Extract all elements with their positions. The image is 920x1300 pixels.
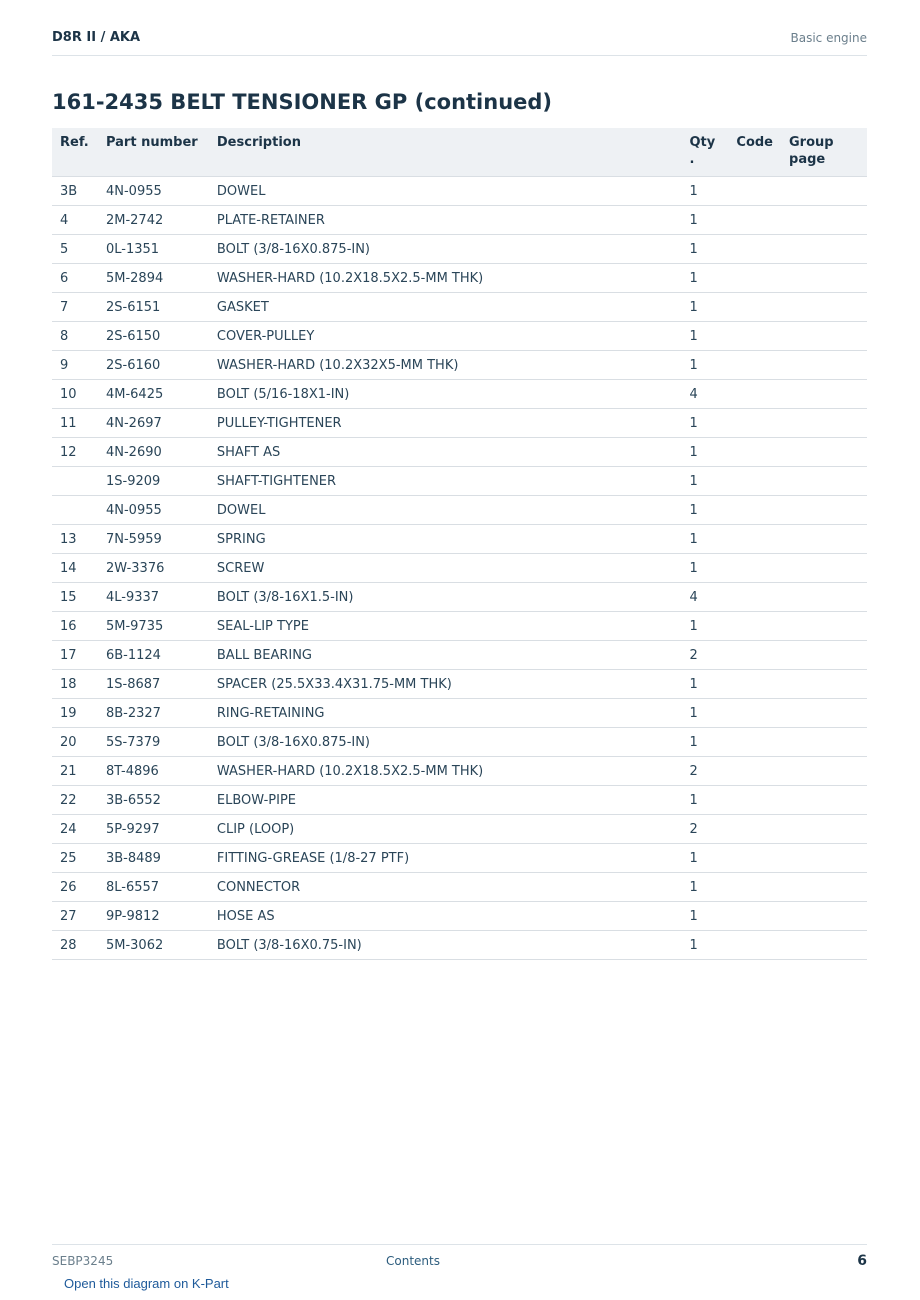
cell-group-page — [781, 931, 867, 960]
cell-qty: 1 — [681, 902, 728, 931]
table-row — [52, 380, 867, 409]
table-header-row — [52, 128, 867, 177]
cell-group-page — [781, 641, 867, 670]
cell-group-page — [781, 438, 867, 467]
table-row — [52, 525, 867, 554]
cell-group-page — [781, 786, 867, 815]
table-row — [52, 612, 867, 641]
cell-qty: 1 — [681, 844, 728, 873]
cell-ref: 6 — [52, 264, 98, 293]
table-row — [52, 322, 867, 351]
table-row — [52, 409, 867, 438]
table-row — [52, 757, 867, 786]
table-row — [52, 496, 867, 525]
cell-description: PULLEY-TIGHTENER — [209, 409, 682, 438]
cell-description: BOLT (3/8-16X0.875-IN) — [209, 235, 682, 264]
cell-ref: 17 — [52, 641, 98, 670]
cell-qty: 1 — [681, 786, 728, 815]
cell-part-number: 7N-5959 — [98, 525, 209, 554]
cell-code — [728, 525, 781, 554]
cell-code — [728, 728, 781, 757]
cell-qty: 1 — [681, 467, 728, 496]
cell-part-number: 5P-9297 — [98, 815, 209, 844]
table-row — [52, 467, 867, 496]
cell-code — [728, 264, 781, 293]
table-row — [52, 786, 867, 815]
cell-description: PLATE-RETAINER — [209, 206, 682, 235]
page-number: 6 — [857, 1253, 867, 1269]
cell-group-page — [781, 264, 867, 293]
cell-ref: 9 — [52, 351, 98, 380]
cell-part-number: 4L-9337 — [98, 583, 209, 612]
table-row — [52, 438, 867, 467]
cell-group-page — [781, 612, 867, 641]
cell-code — [728, 873, 781, 902]
col-header-code: Code — [728, 128, 781, 177]
cell-qty: 1 — [681, 699, 728, 728]
cell-group-page — [781, 409, 867, 438]
cell-code — [728, 786, 781, 815]
cell-code — [728, 554, 781, 583]
cell-ref: 10 — [52, 380, 98, 409]
cell-group-page — [781, 902, 867, 931]
cell-qty: 1 — [681, 438, 728, 467]
cell-part-number: 2S-6150 — [98, 322, 209, 351]
cell-qty: 4 — [681, 380, 728, 409]
cell-qty: 1 — [681, 496, 728, 525]
cell-part-number: 2W-3376 — [98, 554, 209, 583]
cell-code — [728, 612, 781, 641]
cell-part-number: 0L-1351 — [98, 235, 209, 264]
cell-ref: 28 — [52, 931, 98, 960]
cell-part-number: 2S-6160 — [98, 351, 209, 380]
cell-qty: 1 — [681, 409, 728, 438]
cell-description: BOLT (5/16-18X1-IN) — [209, 380, 682, 409]
table-row — [52, 583, 867, 612]
cell-group-page — [781, 525, 867, 554]
table-row — [52, 699, 867, 728]
cell-code — [728, 699, 781, 728]
document-id: SEBP3245 — [52, 1254, 114, 1268]
cell-group-page — [781, 728, 867, 757]
parts-table-body — [52, 177, 867, 960]
cell-ref — [52, 496, 98, 525]
title-continued: (continued) — [407, 90, 553, 114]
cell-group-page — [781, 322, 867, 351]
cell-description: BOLT (3/8-16X1.5-IN) — [209, 583, 682, 612]
cell-description: WASHER-HARD (10.2X18.5X2.5-MM THK) — [209, 757, 682, 786]
cell-code — [728, 438, 781, 467]
cell-code — [728, 844, 781, 873]
cell-qty: 4 — [681, 583, 728, 612]
cell-ref: 15 — [52, 583, 98, 612]
table-row — [52, 815, 867, 844]
cell-ref: 8 — [52, 322, 98, 351]
cell-part-number: 4M-6425 — [98, 380, 209, 409]
cell-description: DOWEL — [209, 177, 682, 206]
cell-ref: 22 — [52, 786, 98, 815]
table-row — [52, 351, 867, 380]
cell-group-page — [781, 583, 867, 612]
cell-qty: 1 — [681, 206, 728, 235]
cell-part-number: 4N-0955 — [98, 496, 209, 525]
cell-group-page — [781, 554, 867, 583]
cell-qty: 1 — [681, 873, 728, 902]
cell-description: RING-RETAINING — [209, 699, 682, 728]
cell-code — [728, 293, 781, 322]
table-row — [52, 902, 867, 931]
cell-group-page — [781, 496, 867, 525]
cell-description: SHAFT-TIGHTENER — [209, 467, 682, 496]
cell-ref: 12 — [52, 438, 98, 467]
section-name: Basic engine — [790, 31, 867, 45]
cell-group-page — [781, 177, 867, 206]
cell-description: SCREW — [209, 554, 682, 583]
cell-code — [728, 815, 781, 844]
cell-description: FITTING-GREASE (1/8-27 PTF) — [209, 844, 682, 873]
cell-ref: 11 — [52, 409, 98, 438]
cell-ref: 14 — [52, 554, 98, 583]
cell-qty: 2 — [681, 815, 728, 844]
cell-part-number: 8B-2327 — [98, 699, 209, 728]
cell-group-page — [781, 815, 867, 844]
cell-description: WASHER-HARD (10.2X32X5-MM THK) — [209, 351, 682, 380]
cell-code — [728, 931, 781, 960]
cell-description: ELBOW-PIPE — [209, 786, 682, 815]
cell-qty: 1 — [681, 351, 728, 380]
cell-part-number: 9P-9812 — [98, 902, 209, 931]
cell-code — [728, 757, 781, 786]
cell-part-number: 5S-7379 — [98, 728, 209, 757]
table-row — [52, 206, 867, 235]
table-row — [52, 264, 867, 293]
table-row — [52, 931, 867, 960]
title-part-group: 161-2435 BELT TENSIONER GP — [52, 90, 408, 114]
col-header-group-page: Group page — [781, 128, 867, 177]
cell-description: BOLT (3/8-16X0.875-IN) — [209, 728, 682, 757]
cell-description: SHAFT AS — [209, 438, 682, 467]
cell-part-number: 8L-6557 — [98, 873, 209, 902]
cell-description: WASHER-HARD (10.2X18.5X2.5-MM THK) — [209, 264, 682, 293]
cell-part-number: 2S-6151 — [98, 293, 209, 322]
cell-ref: 5 — [52, 235, 98, 264]
cell-code — [728, 670, 781, 699]
cell-ref: 26 — [52, 873, 98, 902]
cell-group-page — [781, 844, 867, 873]
cell-qty: 1 — [681, 728, 728, 757]
cell-code — [728, 177, 781, 206]
cell-part-number: 5M-2894 — [98, 264, 209, 293]
cell-description: CLIP (LOOP) — [209, 815, 682, 844]
cell-qty: 1 — [681, 931, 728, 960]
cell-ref: 24 — [52, 815, 98, 844]
cell-ref: 13 — [52, 525, 98, 554]
cell-qty: 1 — [681, 670, 728, 699]
cell-qty: 1 — [681, 293, 728, 322]
cell-qty: 1 — [681, 612, 728, 641]
cell-qty: 1 — [681, 525, 728, 554]
cell-ref — [52, 467, 98, 496]
cell-ref: 16 — [52, 612, 98, 641]
col-header-ref: Ref. — [52, 128, 98, 177]
cell-qty: 2 — [681, 757, 728, 786]
table-row — [52, 873, 867, 902]
cell-ref: 3B — [52, 177, 98, 206]
cell-description: GASKET — [209, 293, 682, 322]
cell-qty: 1 — [681, 177, 728, 206]
cell-code — [728, 641, 781, 670]
cell-group-page — [781, 467, 867, 496]
cell-description: DOWEL — [209, 496, 682, 525]
cell-description: BALL BEARING — [209, 641, 682, 670]
cell-group-page — [781, 293, 867, 322]
cell-code — [728, 496, 781, 525]
cell-ref: 18 — [52, 670, 98, 699]
cell-part-number: 2M-2742 — [98, 206, 209, 235]
cell-group-page — [781, 235, 867, 264]
cell-part-number: 5M-9735 — [98, 612, 209, 641]
cell-part-number: 1S-9209 — [98, 467, 209, 496]
cell-code — [728, 467, 781, 496]
cell-part-number: 5M-3062 — [98, 931, 209, 960]
table-row — [52, 554, 867, 583]
cell-group-page — [781, 380, 867, 409]
cell-ref: 27 — [52, 902, 98, 931]
cell-code — [728, 583, 781, 612]
cell-part-number: 8T-4896 — [98, 757, 209, 786]
cell-ref: 20 — [52, 728, 98, 757]
contents-link[interactable]: Contents — [386, 1254, 440, 1268]
cell-code — [728, 206, 781, 235]
page-title — [52, 90, 552, 114]
cell-description: CONNECTOR — [209, 873, 682, 902]
cell-description: SEAL-LIP TYPE — [209, 612, 682, 641]
table-row — [52, 293, 867, 322]
col-header-description: Description — [209, 128, 682, 177]
cell-part-number: 4N-2690 — [98, 438, 209, 467]
col-header-part-number: Part number — [98, 128, 209, 177]
cell-code — [728, 380, 781, 409]
cell-qty: 2 — [681, 641, 728, 670]
col-header-qty: Qty . — [681, 128, 728, 177]
cell-description: BOLT (3/8-16X0.75-IN) — [209, 931, 682, 960]
cell-ref: 21 — [52, 757, 98, 786]
cell-group-page — [781, 873, 867, 902]
cell-part-number: 3B-6552 — [98, 786, 209, 815]
cell-group-page — [781, 757, 867, 786]
table-row — [52, 177, 867, 206]
cell-description: HOSE AS — [209, 902, 682, 931]
model-breadcrumb: D8R II / AKA — [52, 30, 141, 45]
cell-part-number: 6B-1124 — [98, 641, 209, 670]
table-row — [52, 670, 867, 699]
cell-code — [728, 235, 781, 264]
table-row — [52, 728, 867, 757]
cell-description: SPRING — [209, 525, 682, 554]
cell-part-number: 3B-8489 — [98, 844, 209, 873]
cell-part-number: 4N-2697 — [98, 409, 209, 438]
cell-code — [728, 322, 781, 351]
table-row — [52, 235, 867, 264]
cell-description: COVER-PULLEY — [209, 322, 682, 351]
table-row — [52, 641, 867, 670]
cell-group-page — [781, 699, 867, 728]
cell-description: SPACER (25.5X33.4X31.75-MM THK) — [209, 670, 682, 699]
cell-code — [728, 409, 781, 438]
cell-qty: 1 — [681, 554, 728, 583]
table-row — [52, 844, 867, 873]
cell-part-number: 4N-0955 — [98, 177, 209, 206]
page-header — [52, 28, 867, 56]
cell-group-page — [781, 206, 867, 235]
cell-qty: 1 — [681, 322, 728, 351]
cell-code — [728, 902, 781, 931]
cell-ref: 25 — [52, 844, 98, 873]
cell-ref: 19 — [52, 699, 98, 728]
cell-ref: 4 — [52, 206, 98, 235]
cell-qty: 1 — [681, 235, 728, 264]
cell-group-page — [781, 351, 867, 380]
cell-qty: 1 — [681, 264, 728, 293]
cell-part-number: 1S-8687 — [98, 670, 209, 699]
cell-group-page — [781, 670, 867, 699]
open-diagram-kpart-link[interactable]: Open this diagram on K-Part — [64, 1276, 229, 1291]
cell-ref: 7 — [52, 293, 98, 322]
cell-code — [728, 351, 781, 380]
parts-table — [52, 128, 867, 960]
